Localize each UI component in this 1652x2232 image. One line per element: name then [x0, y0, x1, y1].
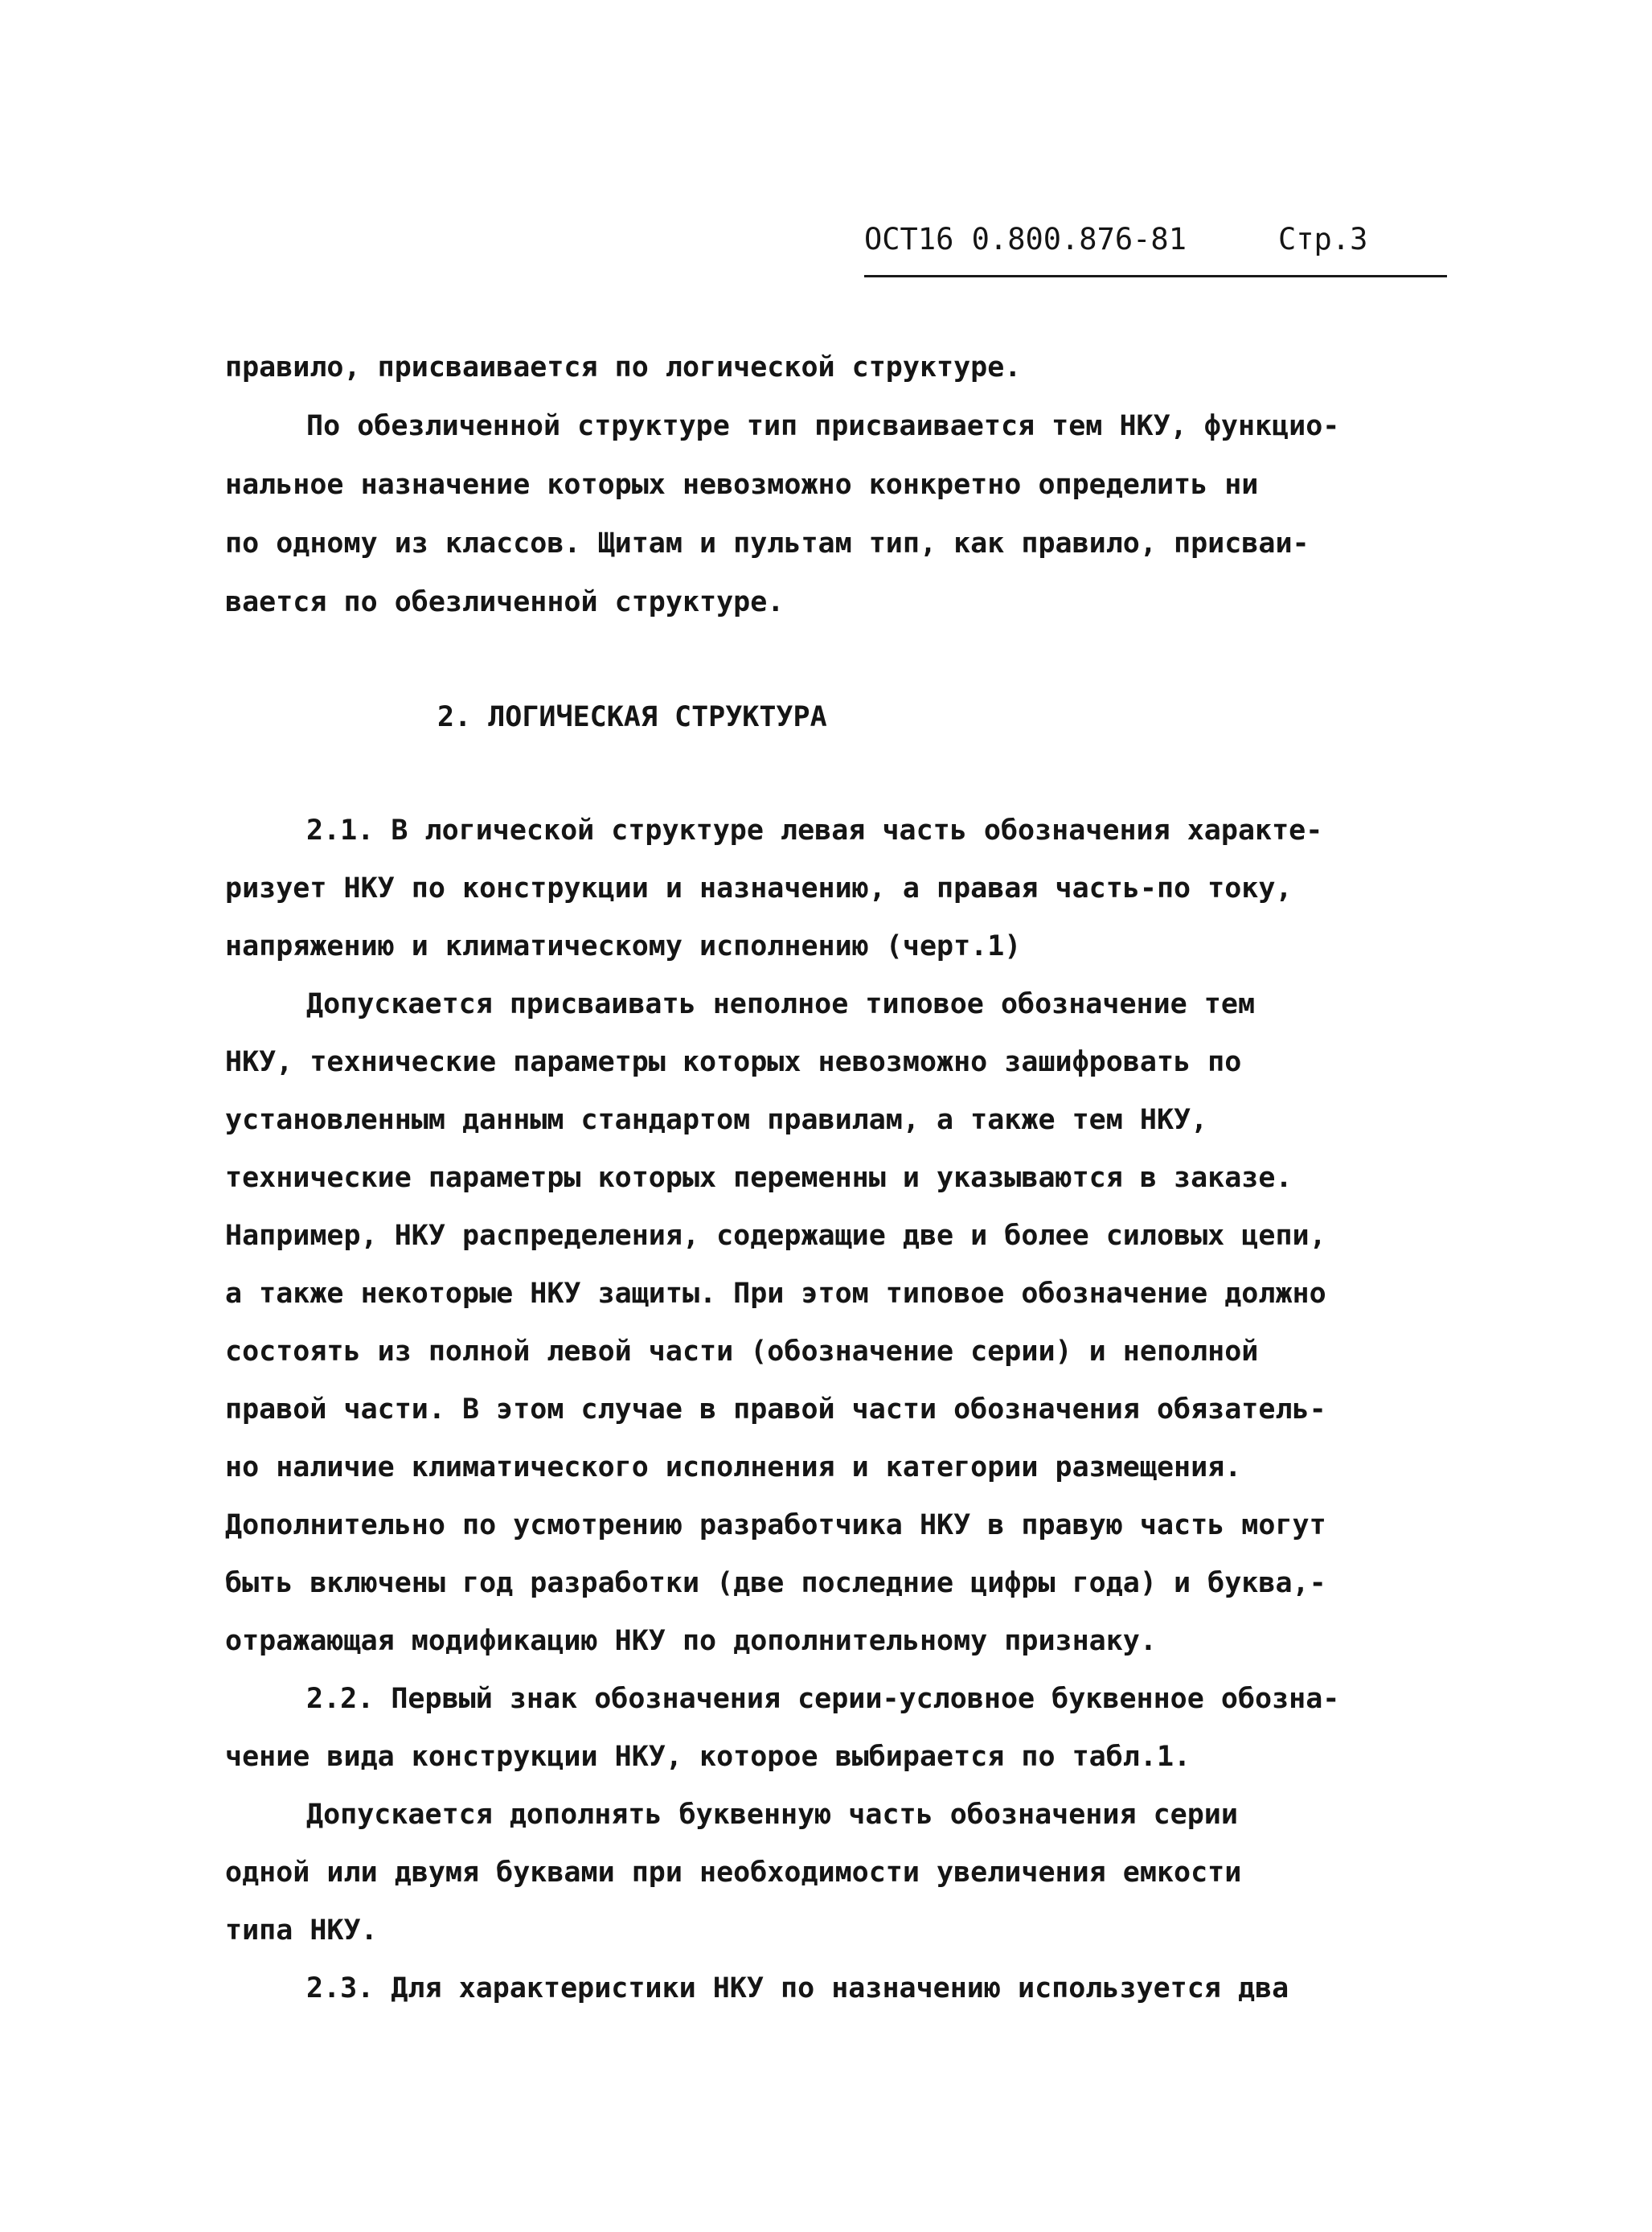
text-line: но наличие климатического исполнения и категории размещения.	[225, 1451, 1242, 1483]
text-line: по одному из классов. Щитам и пультам тип, как правило, присваи-	[225, 527, 1310, 560]
text-line: НКУ, технические параметры которых невозможно зашифровать по	[225, 1046, 1242, 1078]
text-line: отражающая модификацию НКУ по дополнительному признаку.	[225, 1625, 1157, 1657]
text-line: установленным данным стандартом правилам, а также тем НКУ,	[225, 1104, 1208, 1136]
text-line: По обезличенной структуре тип присваивается тем НКУ, функцио-	[306, 410, 1340, 442]
text-line: а также некоторые НКУ защиты. При этом типовое обозначение должно	[225, 1278, 1326, 1310]
text-line: ризует НКУ по конструкции и назначению, а правая часть-по току,	[225, 872, 1293, 905]
section-heading: 2. ЛОГИЧЕСКАЯ СТРУКТУРА	[437, 701, 827, 733]
text-line: нальное назначение которых невозможно конкретно определить ни	[225, 469, 1259, 501]
text-line: 2.1. В логической структуре левая часть обозначения характе-	[306, 814, 1323, 847]
text-line: напряжению и климатическому исполнению (черт.1)	[225, 930, 1022, 962]
page-header	[864, 219, 1447, 277]
page-number: Стр.3	[1278, 222, 1368, 256]
text-line: вается по обезличенной структуре.	[225, 586, 785, 618]
text-line: быть включены год разработки (две последние цифры года) и буква,-	[225, 1567, 1326, 1599]
text-line: правило, присваивается по логической структуре.	[225, 351, 1022, 384]
text-line: одной или двумя буквами при необходимости увеличения емкости	[225, 1857, 1242, 1889]
text-line: Дополнительно по усмотрению разработчика НКУ в правую часть могут	[225, 1509, 1326, 1541]
text-line: технические параметры которых переменны и указываются в заказе.	[225, 1162, 1293, 1194]
text-line: Например, НКУ распределения, содержащие две и более силовых цепи,	[225, 1220, 1326, 1252]
text-line: состоять из полной левой части (обозначение серии) и неполной	[225, 1336, 1259, 1368]
text-line: 2.2. Первый знак обозначения серии-условное буквенное обозна-	[306, 1683, 1340, 1715]
standard-code: ОСТ16 0.800.876-81	[864, 222, 1187, 256]
text-line: 2.3. Для характеристики НКУ по назначению используется два	[306, 1972, 1289, 2004]
text-line: Допускается присваивать неполное типовое обозначение тем	[306, 988, 1256, 1020]
text-line: чение вида конструкции НКУ, которое выбирается по табл.1.	[225, 1741, 1191, 1773]
text-line: правой части. В этом случае в правой части обозначения обязатель-	[225, 1393, 1326, 1426]
text-line: Допускается дополнять буквенную часть обозначения серии	[306, 1799, 1238, 1831]
text-line: типа НКУ.	[225, 1914, 378, 1947]
